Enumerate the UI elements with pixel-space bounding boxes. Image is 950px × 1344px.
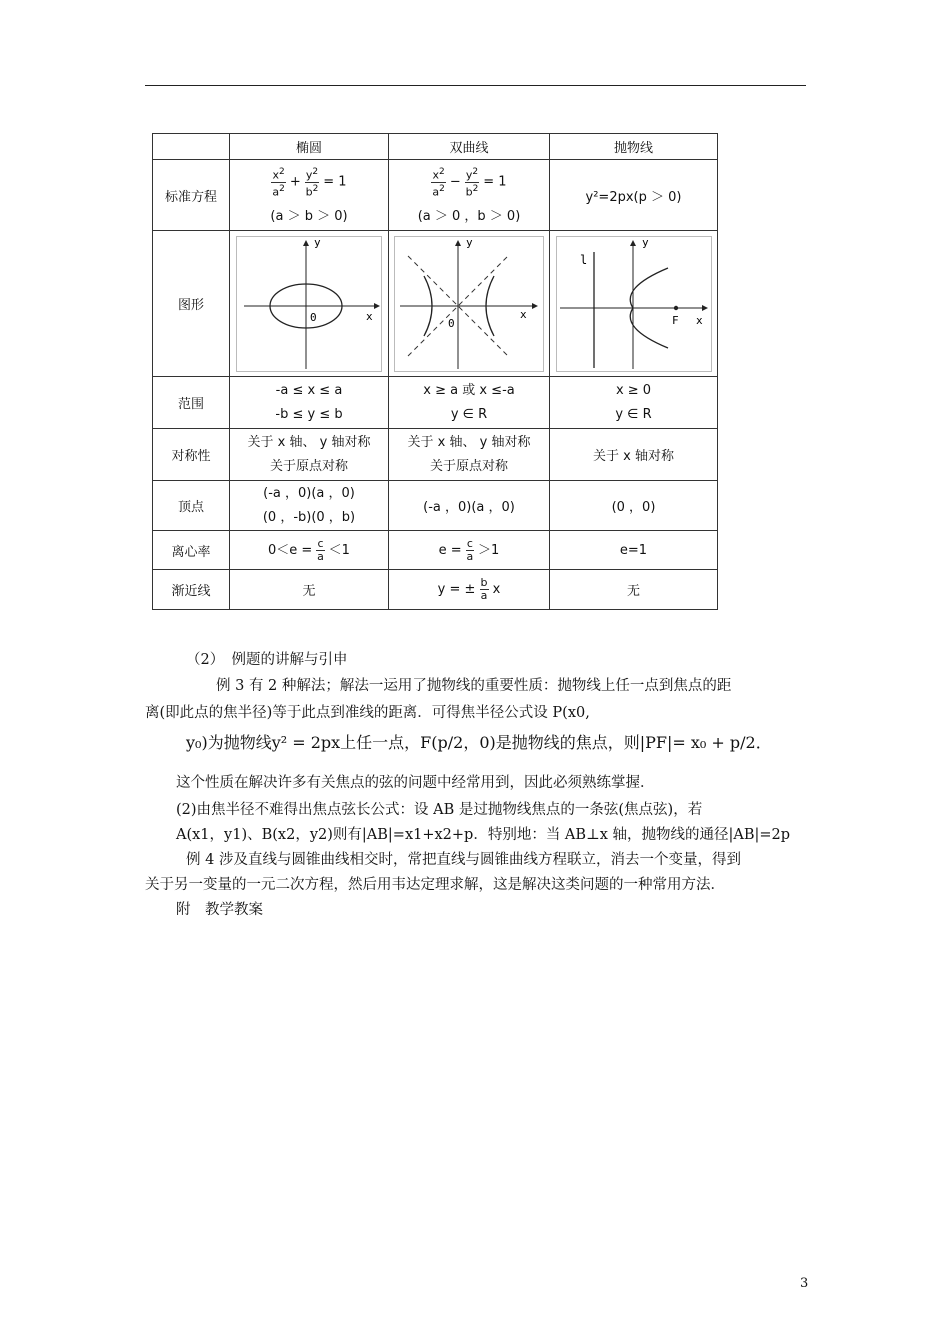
parabola-eccentricity: e=1	[550, 531, 718, 570]
hyperbola-range-y: y ∈ R	[450, 406, 488, 422]
row-vertex	[153, 481, 718, 531]
row-range	[153, 377, 718, 429]
hyperbola-origin-label: 0	[448, 316, 455, 330]
hyperbola-y-label: y	[466, 235, 473, 249]
hyperbola-condition: (a ＞ 0 ，b ＞ 0)	[417, 208, 521, 224]
hyperbola-y-fraction: $\frac{y^2}{b^2}$	[465, 167, 479, 199]
hyperbola-range	[389, 377, 550, 429]
page-number: 3	[800, 1276, 809, 1291]
hyperbola-symmetry-axes: 关于 x 轴、 y 轴对称	[407, 434, 531, 450]
header-rule	[145, 85, 806, 86]
ellipse-vertex-y: (0 ，-b)(0 ，b)	[262, 509, 356, 525]
ellipse-graph-cell	[230, 231, 389, 377]
ellipse-eccentricity: 0＜e = $\frac{c}{a}$ ＜1	[230, 531, 389, 570]
ellipse-symmetry-axes: 关于 x 轴、 y 轴对称	[247, 434, 371, 450]
parabola-directrix-label: l	[579, 252, 587, 267]
parabola-graph-cell	[550, 231, 718, 377]
row-graph	[153, 231, 718, 377]
conic-sections-table	[152, 133, 718, 610]
parabola-symmetry: 关于 x 轴对称	[550, 429, 718, 481]
paragraph-3: 这个性质在解决许多有关焦点的弦的问题中经常用到，因此必须熟练掌握．	[176, 775, 655, 791]
label-symmetry: 对称性	[153, 429, 230, 481]
row-equation	[153, 160, 718, 231]
row-symmetry	[153, 429, 718, 481]
table-header-row	[153, 134, 718, 160]
ellipse-range-y: -b ≤ y ≤ b	[275, 406, 343, 422]
header-ellipse: 椭圆	[230, 134, 389, 160]
label-eccentricity: 离心率	[153, 531, 230, 570]
parabola-graph	[556, 236, 712, 372]
hyperbola-graph-cell	[389, 231, 550, 377]
parabola-range	[550, 377, 718, 429]
ellipse-y-fraction: $\frac{y^2}{b^2}$	[305, 167, 319, 199]
ellipse-range-x: -a ≤ x ≤ a	[275, 382, 343, 398]
header-parabola: 抛物线	[550, 134, 718, 160]
ellipse-symmetry-origin: 关于原点对称	[269, 458, 348, 474]
hyperbola-op: −	[449, 175, 461, 190]
ellipse-x-fraction: $\frac{x^2}{a^2}$	[272, 167, 285, 199]
hyperbola-x-label: x	[520, 307, 527, 321]
section-heading: （2） 例题的讲解与引申	[186, 652, 348, 668]
ellipse-y-label: y	[314, 235, 321, 249]
ellipse-symmetry	[230, 429, 389, 481]
paragraph-2: 离(即此点的焦半径)等于此点到准线的距离．可得焦半径公式设 P(x0,	[145, 705, 590, 721]
label-range: 范围	[153, 377, 230, 429]
row-asymptote	[153, 570, 718, 610]
ellipse-op: +	[289, 175, 301, 190]
ellipse-condition: (a ＞ b ＞ 0)	[270, 208, 348, 224]
label-asymptote: 渐近线	[153, 570, 230, 610]
ellipse-x-label: x	[366, 309, 373, 323]
hyperbola-rhs: = 1	[483, 175, 507, 190]
header-hyperbola: 双曲线	[389, 134, 550, 160]
hyperbola-vertex: (-a ，0)(a ，0)	[389, 481, 550, 531]
parabola-asymptote: 无	[550, 570, 718, 610]
parabola-equation: y²=2px(p ＞ 0)	[550, 160, 718, 231]
hyperbola-equation	[389, 160, 550, 231]
label-vertex: 顶点	[153, 481, 230, 531]
ellipse-graph	[236, 236, 382, 372]
hyperbola-symmetry-origin: 关于原点对称	[429, 458, 508, 474]
ellipse-origin-label: 0	[310, 310, 317, 324]
parabola-range-x: x ≥ 0	[615, 382, 652, 398]
parabola-focus-point	[673, 305, 677, 309]
hyperbola-graph	[394, 236, 544, 372]
paragraph-1: 例 3 有 2 种解法；解法一运用了抛物线的重要性质：抛物线上任一点到焦点的距	[216, 678, 732, 694]
parabola-range-y: y ∈ R	[615, 406, 652, 422]
ellipse-equation	[230, 160, 389, 231]
ellipse-vertex-x: (-a ，0)(a ，0)	[263, 485, 355, 501]
hyperbola-symmetry	[389, 429, 550, 481]
label-graph: 图形	[153, 231, 230, 377]
appendix-line: 附 教学教案	[176, 902, 263, 918]
parabola-y-label: y	[641, 235, 649, 249]
hyperbola-asymptote: y = ± $\frac{b}{a}$ x	[389, 570, 550, 610]
parabola-focus-label: F	[671, 313, 679, 327]
ellipse-vertex	[230, 481, 389, 531]
header-blank	[153, 134, 230, 160]
ellipse-range	[230, 377, 389, 429]
ellipse-rhs: = 1	[323, 175, 347, 190]
paragraph-6: 例 4 涉及直线与圆锥曲线相交时，常把直线与圆锥曲线方程联立，消去一个变量，得到	[186, 852, 741, 868]
label-equation: 标准方程	[153, 160, 230, 231]
hyperbola-x-fraction: $\frac{x^2}{a^2}$	[432, 167, 445, 199]
row-eccentricity	[153, 531, 718, 570]
hyperbola-eccentricity: e = $\frac{c}{a}$ ＞1	[389, 531, 550, 570]
focal-radius-formula: y₀)为抛物线y² = 2px上任一点，F(p/2，0)是抛物线的焦点，则|PF|= x₀ + p/2．	[186, 733, 772, 752]
parabola-vertex: (0 ，0)	[550, 481, 718, 531]
paragraph-7: 关于另一变量的一元二次方程，然后用韦达定理求解，这是解决这类问题的一种常用方法．	[145, 877, 725, 893]
ellipse-asymptote: 无	[230, 570, 389, 610]
paragraph-4: (2)由焦半径不难得出焦点弦长公式：设 AB 是过抛物线焦点的一条弦(焦点弦)，若	[176, 802, 703, 818]
parabola-x-label: x	[695, 313, 703, 327]
hyperbola-range-x: x ≥ a 或 x ≤-a	[423, 382, 515, 398]
paragraph-5: A(x1，y1)、B(x2，y2)则有|AB|=x1+x2+p．特别地：当 AB⊥x 轴，抛物线的通径|AB|=2p	[176, 827, 791, 843]
